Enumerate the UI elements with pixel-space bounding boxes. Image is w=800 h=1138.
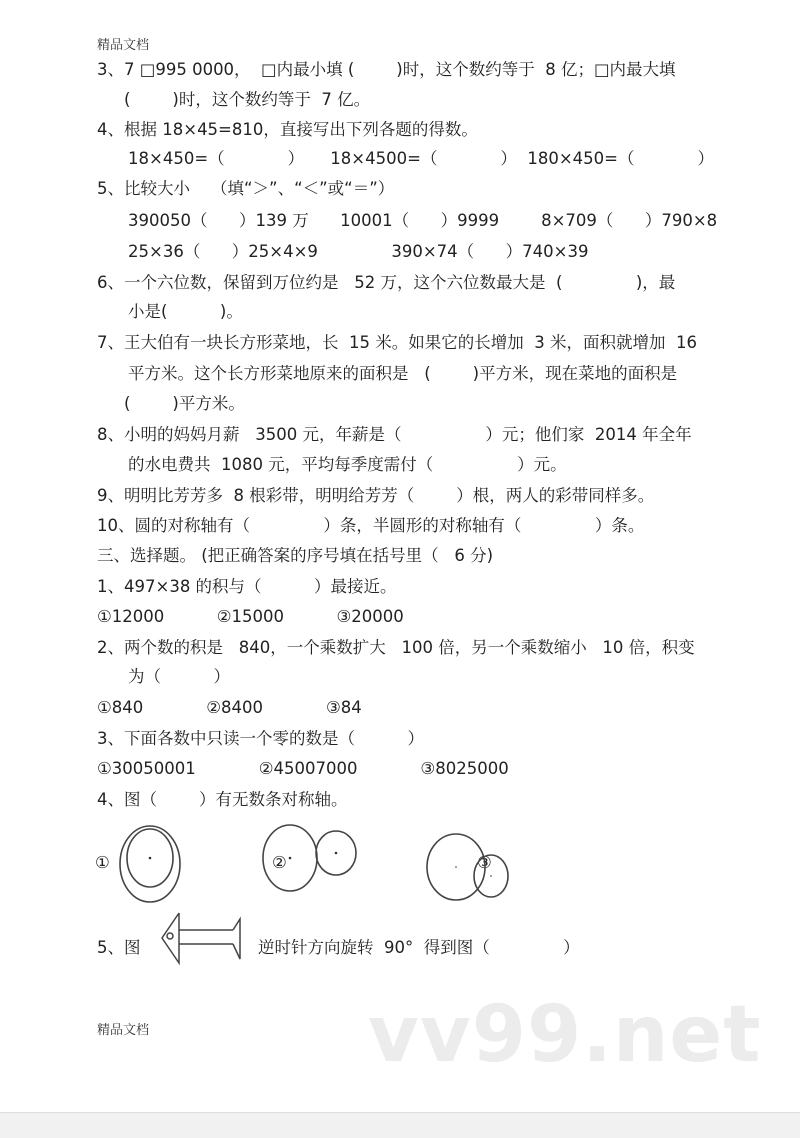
- c5-prefix: 5、图: [97, 938, 141, 957]
- q7-line1: 7、王大伯有一块长方形菜地，长 15 米。如果它的长增加 3 米，面积就增加 16: [97, 333, 697, 352]
- q3-line2: ( )时，这个数约等于 7 亿。: [124, 90, 371, 109]
- q5-title: 5、比较大小 （填“＞”、“＜”或“＝”）: [97, 179, 395, 198]
- page-header: 精品文档: [97, 38, 150, 53]
- q4-line2: 18×450=（ ） 18×4500=（ ） 180×450=（ ）: [128, 149, 714, 168]
- c2-options: ①840 ②8400 ③84: [97, 698, 362, 717]
- q8-line2: 的水电费共 1080 元，平均每季度需付（ ）元。: [128, 455, 567, 474]
- q6-line2: 小是( )。: [128, 302, 243, 321]
- q8-line1: 8、小明的妈妈月薪 3500 元，年薪是（ ）元；他们家 2014 年全年: [97, 425, 692, 444]
- q5-row2: 25×36（ ）25×4×9 390×74（ ）740×39: [128, 242, 589, 261]
- figure-label-2: ②: [272, 853, 287, 872]
- q7-line2: 平方米。这个长方形菜地原来的面积是 ( )平方米，现在菜地的面积是: [128, 364, 678, 383]
- c5-text: 逆时针方向旋转 90° 得到图（ ）: [258, 938, 580, 957]
- c2-line1: 2、两个数的积是 840，一个乘数扩大 100 倍，另一个乘数缩小 10 倍，积变: [97, 638, 695, 657]
- fish-arrow-figure: [150, 910, 250, 970]
- circle-figures: [0, 810, 800, 920]
- q3-line1: 3、7 □995 0000， □内最小填 ( )时，这个数约等于 8 亿；□内最大填: [97, 60, 676, 79]
- q7-line3: ( )平方米。: [124, 394, 245, 413]
- section-3-title: 三、选择题。 (把正确答案的序号填在括号里（ 6 分): [97, 546, 494, 565]
- q6-line1: 6、一个六位数，保留到万位约是 52 万，这个六位数最大是 ( )，最: [97, 273, 676, 292]
- c3-options: ①30050001 ②45007000 ③8025000: [97, 759, 509, 778]
- q5-row1: 390050（ ）139 万 10001（ ）9999 8×709（ ）790×8: [128, 211, 718, 230]
- c1-question: 1、497×38 的积与（ ）最接近。: [97, 577, 397, 596]
- c3-question: 3、下面各数中只读一个零的数是（ ）: [97, 729, 424, 748]
- q9-line: 9、明明比芳芳多 8 根彩带，明明给芳芳（ ）根，两人的彩带同样多。: [97, 486, 655, 505]
- figure-1-outer-circle: [120, 826, 180, 902]
- figure-label-1: ①: [95, 853, 110, 872]
- c2-line2: 为（ ）: [128, 667, 230, 686]
- q4-line1: 4、根据 18×45=810，直接写出下列各题的得数。: [97, 120, 478, 139]
- c1-options: ①12000 ②15000 ③20000: [97, 607, 404, 626]
- q10-line: 10、圆的对称轴有（ ）条，半圆形的对称轴有（ ）条。: [97, 516, 645, 535]
- watermark-logo: vv99.net: [368, 990, 762, 1080]
- page-footer: 精品文档: [97, 1023, 150, 1038]
- c4-question: 4、图（ ）有无数条对称轴。: [97, 790, 348, 809]
- figure-label-3: ③: [477, 853, 492, 872]
- viewer-bottom-bar: [0, 1112, 800, 1138]
